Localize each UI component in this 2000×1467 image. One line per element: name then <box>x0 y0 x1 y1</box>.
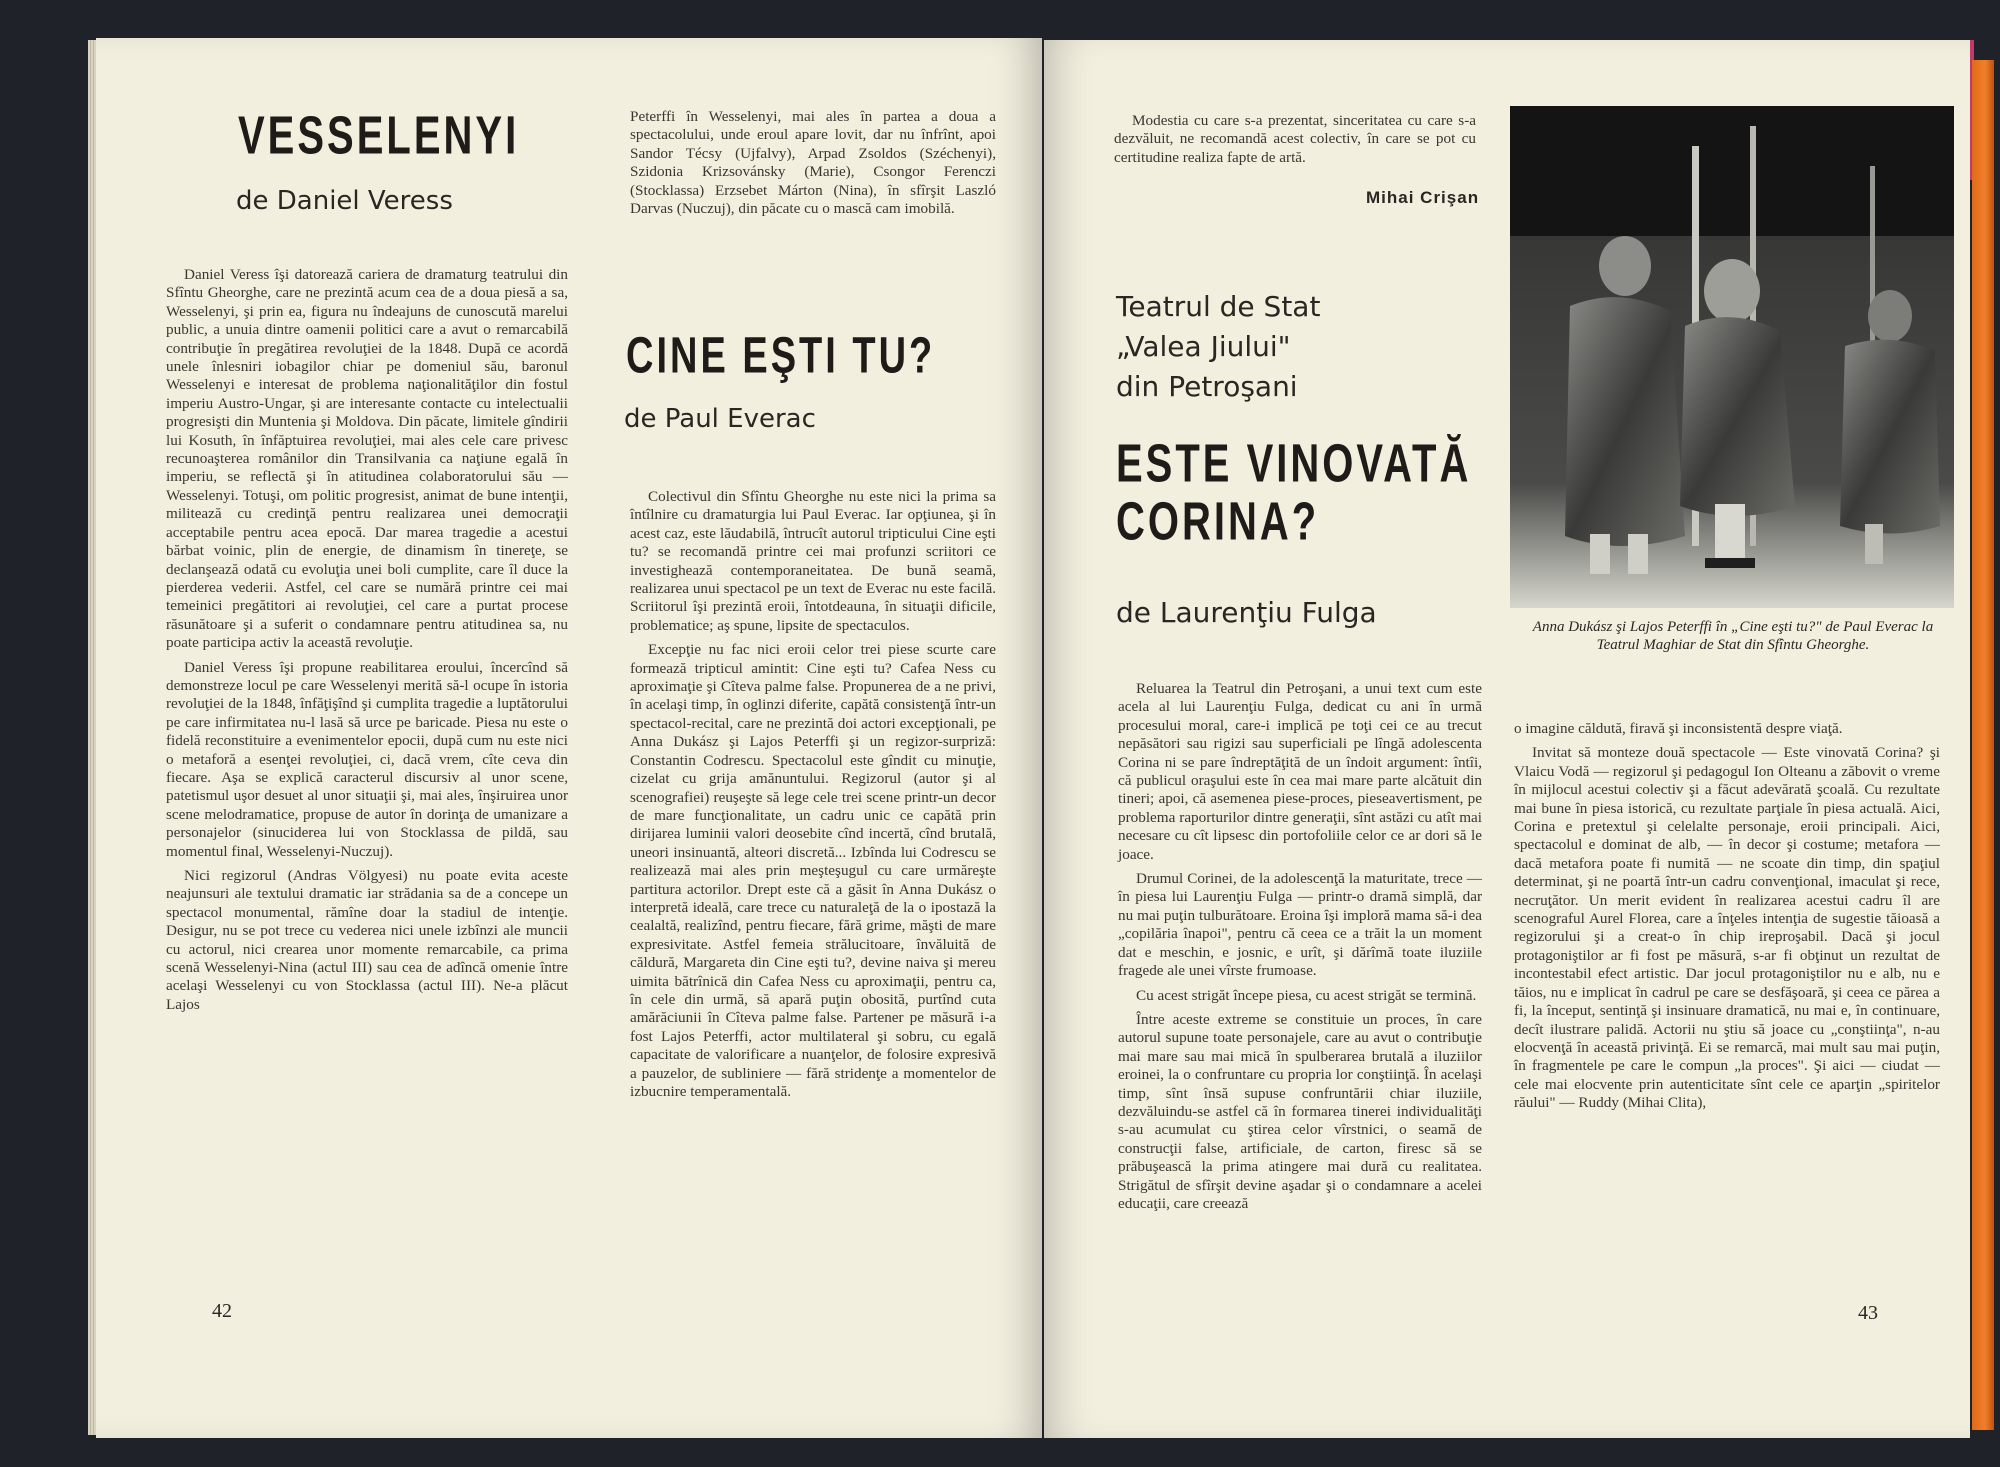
paragraph: Excepţie nu fac nici eroii celor trei piese scurte care formează tripticul amintit: Cine eşti tu? Cafea Ness cu aproximaţie şi Cîteva palme false. Propunerea de a ne privi, în acelaşi timp, în oglinzi diferite, capătă consistenţă într-un spectacol-recital, care ne prezintă doi actori excepţionali, pe Anna Dukász şi Lajos Peterffi şi un regizor-surpriză: Constantin Codrescu. Spectacolul este gîndit cu minuţie, cizelat cu grija amănuntului. Regizorul (autor şi al scenografiei) reuşeşte să lege cele trei scene printr-un decor de mare funcţionalitate, un cadru unic ce capătă prin dirijarea luminii valori deosebite cînd incertă, cînd brutală, uneori insinuantă, alteori discretă... Izbînda lui Codrescu se realizează mai ales prin meşteşugul cu care urmăreşte partitura actorilor. Drept este că a găsit în Anna Dukász o interpretă ideală, care trece cu naturaleţă de la o ipostază la cealaltă, realizînd, pentru fiecare, fără grime, măşti de mare expresivitate. Astfel femeia strălucitoare, învăluită de căldură, Margareta din Cine eşti tu?, devine naiva şi mereu uimita bătrînică din Cafea Ness cu aproximaţii, pentru ca, în cele din urmă, să apară puţin obosită, purtînd cuta amărăciunii în Cîteva palme false. Partener pe măsură i-a fost Lajos Peterffi, actor multilateral şi sobru, cu egală capacitate de valorificare a nuanţelor, de folosire expresivă a pauzelor, de subliniere — fără stridenţe a momentelor de izbucnire temperamentală. <box>630 641 996 1100</box>
page-number: 42 <box>212 1300 232 1322</box>
paragraph: Modestia cu care s-a prezentat, sinceritatea cu care s-a dezvăluit, ne recomandă acest colectiv, în care se pot cu certitudine realiza fapte de artă. <box>1114 112 1476 166</box>
left-page <box>96 38 1042 1438</box>
paragraph: Colectivul din Sfîntu Gheorghe nu este nici la prima sa întîlnire cu dramaturgia lui Paul Everac. Iar opţiunea, şi în acest caz, este lăudabilă, întrucît autorul tripticului Cine eşti tu? se recomandă printre cei mai profunzi scriitori ce investighează contemporaneitatea. De bună seamă, realizarea unui spectacol pe un text de Everac nu este facilă. Scriitorul îşi prezintă eroii, întotdeauna, în situaţii dificile, problematice; aş spune, lipsite de spectaculos. <box>630 488 996 634</box>
theatre-line-2: „Valea Jiului" <box>1116 330 1291 363</box>
article-column-2 <box>630 488 996 1328</box>
page-number: 43 <box>1858 1302 1878 1324</box>
article-column-2 <box>1514 720 1940 1340</box>
paragraph: Nici regizorul (Andras Völgyesi) nu poate evita aceste neajunsuri ale textului dramatic iar strădania sa de a concepe un spectacol monumental, rămîne doar la stadiul de intenţie. Desigur, nu se pot trece cu vederea nici unele izbînzi ale muncii cu actorul, nici crearea unor momente remarcabile, ca prima scenă Wesselenyi-Nina (actul III) sau cea de adîncă omenie între acelaşi Wesselenyi cu von Stocklassa (actul III). Ne-a plăcut Lajos <box>166 867 568 1013</box>
paragraph: Daniel Veress îşi datorează cariera de dramaturg teatrului din Sfîntu Gheorghe, care ne prezintă acum cea de a doua piesă a sa, Wesselenyi, şi prin ea, figura nu îndeajuns de cunoscută marelui public, a unuia dintre oamenii politici care a avut o remarcabilă contribuţie în pregătirea revoluţiei de la 1848. După ce acordă unele înlesniri iobagilor chiar pe domeniul său, baronul Wesselenyi e interesat de problema naţionalităţilor din fostul imperiu Austro-Ungar, şi are interesante contacte cu intelectualii progresişti din Muntenia şi Moldova. Din păcate, limitele gîndirii lui Kosuth, în înfăptuirea revoluţiei, mai ales cele care privesc recunoaşterea românilor din Transilvania ca naţiune egală în imperiu, se reflectă şi în atitudinea colaboratorului său — Wesselenyi. Totuşi, om politic progresist, animat de bune intenţii, militează cu credinţă pentru realizarea unei democraţii acceptabile pentru acea epocă. Dar marea tragedie a acestui bărbat voinic, plin de energie, de dinamism în tinereţe, se declanşează odată cu evoluţia unei boli cumplite, care îl duce la pierderea vederii. Astfel, cel care se numără printre cei mai temeinici pregătitori ai revoluţiei, cel care a purtat procese răsunătoare şi a suferit o condamnare pentru atitudinea sa, nu poate participa activ la această revoluţie. <box>166 266 568 652</box>
stage-photo <box>1510 106 1954 608</box>
photo-caption: Anna Dukász şi Lajos Peterffi în „Cine eşti tu?" de Paul Everac la Teatrul Maghiar de Stat din Sfîntu Gheorghe. <box>1532 619 1934 653</box>
paragraph: o imagine căldută, firavă şi inconsistentă despre viaţă. <box>1514 720 1843 737</box>
theatre-line-1: Teatrul de Stat <box>1116 290 1321 323</box>
article-title-cine-esti-tu: CINE EŞTI TU? <box>626 328 936 385</box>
article-title-line-1: ESTE VINOVATĂ <box>1116 434 1472 494</box>
paragraph: Cu acest strigăt începe piesa, cu acest strigăt se termină. <box>1136 986 1477 1004</box>
author-signature: Mihai Crişan <box>1366 188 1480 207</box>
article-column-1 <box>166 266 568 1316</box>
article-column-1 <box>1118 680 1482 1340</box>
article-byline-everac: de Paul Everac <box>624 404 816 434</box>
paragraph: Invitat să monteze două spectacole — Este vinovată Corina? şi Vlaicu Vodă — regizorul şi pedagogul Ion Olteanu a zăbovit o vreme în mijlocul acestui colectiv şi a făcut adevărată şcoală. Cu rezultate mai bune în piesa istorică, cu rezultate parţiale în piesa actuală. Aici, Corina e pretextul şi celelalte personaje, eroii principali. Aici, spectacolul e dominat de alb, — în decor şi costume; metafora — dacă metafora poate fi numită — ne scoate din timp, din spaţiul determinat, şi ne poartă într-un cadru convenţional, imaculat şi rece, necruţător. Un merit evident în realizarea acestui cadru îl are scenograful Aurel Florea, care a înţeles intenţia de sugestie tăioasă a regizorului şi a creat-o în chip ireproşabil. Dacă şi jocul protagoniştilor ar fi fost pe măsură, s-ar fi obţinut un rezultat de incontestabil efect artistic. Dar jocul protagoniştilor nu e alb, nu e tăios, nu e implicat în cadrul pe care se desfăşoară, şi ceea ce părea a fi, la început, sentinţă şi insinuare dramatică, nu mai e, în continuare, decît ilustrare palidă. Actorii nu ştiu să joace cu „conştiinţa", n-au elocvenţă în această privinţă. Ei se remarcă, mai mult sau mai puţin, în fragmentele pe care le compun „la proces". Şi aici — ciudat — cele mai elocvente prin autenticitate sînt cele ce aparţin „spiritelor răului" — Ruddy (Mihai Clita), <box>1514 744 1940 1112</box>
article-title-line-2: CORINA? <box>1116 492 1320 552</box>
paragraph: Daniel Veress îşi propune reabilitarea eroului, încercînd să demonstreze locul pe care Wesselenyi merită să-l ocupe în istoria revoluţiei de la 1848, înfăţişînd şi cumplita tragedie a luptătorului pe care infirmitatea nu-l lasă să urce pe baricade. Piesa nu este o fidelă reconstituire a evenimentelor epocii, după cum nu este nici o metaforă a esenţei revoluţiei, ci, dacă vrem, cîte ceva din fiecare. Aşa se explică caracterul discursiv al unor scene, patetismul uşor desuet al unor situaţii şi, mai ales, înşiruirea unor scene melodramatice, propuse de autor în dorinţa de umanizare a personajelor (sinuciderea lui von Stocklassa de pildă, sau momentul final, Wesselenyi-Nuczuj). <box>166 658 568 860</box>
article-title-vesselenyi: VESSELENYI <box>238 106 520 166</box>
review-ending <box>1114 112 1476 173</box>
article-byline-veress: de Daniel Veress <box>236 186 453 216</box>
article-byline-fulga: de Laurenţiu Fulga <box>1116 596 1377 629</box>
paragraph: Peterffi în Wesselenyi, mai ales în partea a doua a spectacolului, unde eroul apare lovit, dar nu înfrînt, apoi Sandor Técsy (Ujfalvy), Arpad Zsoldos (Széchenyi), Szidonia Krizsovánsky (Marie), Csongor Ferenczi (Stocklassa) Erzsebet Márton (Nina), în sfîrşit Laszló Darvas (Nuczuj), din păcate cu o mască cam imobilă. <box>630 108 996 218</box>
theatre-line-3: din Petroşani <box>1116 370 1298 403</box>
right-page <box>1044 40 1970 1438</box>
paragraph: Reluarea la Teatrul din Petroşani, a unui text cum este acela al lui Laurenţiu Fulga, dedicat cu ani în urmă procesului moral, care-i implică pe toţi cei ce au trecut nepăsători sau rigizi sau superficiali pe lîngă adolescenta Corina ni se pare îndreptăţită de un îndoit argument: întîi, că publicul oraşului este în cea mai mare parte alcătuit din tineri; apoi, că asemenea piese-proces, pieseavertisment, pe problema raporturilor dintre generaţii, sînt astăzi cu atît mai necesare cu cît lipsesc din portofoliile celor ce ar dori să le joace. <box>1118 680 1482 863</box>
paragraph: Între aceste extreme se constituie un proces, în care autorul supune toate personajele, care au avut o contribuţie mai mare sau mai mică în spulberarea brutală a iluziilor eroinei, la o confruntare cu propria lor conştiinţă. În acelaşi timp, sînt însă supuse confruntării chiar iluziile, dezvăluindu-se astfel că în formarea tinerei individualităţi s-au acumulat cu ştirea celor vîrstnici, o seamă de construcţii false, artificiale, de carton, firesc să se prăbuşească la prima atingere mai dură cu realitatea. Strigătul de sfîrşit devine aşadar şi o condamnare a acelei educaţii, care creează <box>1118 1010 1482 1212</box>
paragraph: Drumul Corinei, de la adolescenţă la maturitate, trece — în piesa lui Laurenţiu Fulga — printr-o dramă simplă, dar nu mai puţin tulburătoare. Eroina îşi imploră mama să-i dea „copilăria înapoi", pentru că ceea ce a trăit la un moment dat e meschin, e josnic, e urît, şi dărîmă toate iluziile fragede ale unei vîrste frumoase. <box>1118 870 1482 980</box>
stage-photo-image <box>1510 106 1954 608</box>
article-column-2-top <box>630 108 996 224</box>
book-cover-edge <box>1972 60 1994 1430</box>
